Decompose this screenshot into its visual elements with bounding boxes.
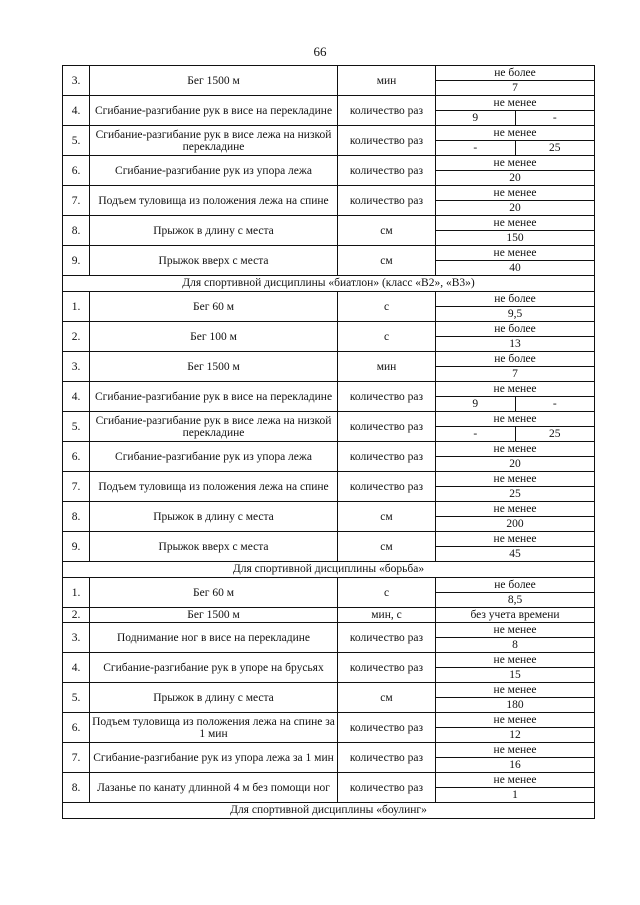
norm-value (436, 186, 595, 216)
norm-condition: не менее (436, 216, 594, 231)
norm-value-left: 9 (436, 111, 516, 125)
table-row (63, 713, 595, 743)
norm-value (436, 292, 595, 322)
exercise-name: Сгибание-разгибание рук в висе на перекладине (90, 382, 338, 412)
norm-condition: не более (436, 578, 594, 593)
norm-value (436, 216, 595, 246)
exercise-name: Сгибание-разгибание рук из упора лежа за 1 мин (90, 743, 338, 773)
norm-number: 8,5 (507, 594, 523, 606)
row-number: 3. (63, 623, 90, 653)
row-number: 2. (63, 322, 90, 352)
norm-number: 9,5 (507, 308, 523, 320)
unit: количество раз (338, 156, 436, 186)
norm-value (436, 156, 595, 186)
norm-value (436, 322, 595, 352)
norm-value (436, 246, 595, 276)
exercise-name: Поднимание ног в висе на перекладине (90, 623, 338, 653)
table-row (63, 246, 595, 276)
unit: см (338, 532, 436, 562)
unit: с (338, 292, 436, 322)
norm-condition: не более (436, 292, 594, 307)
table-row (63, 382, 595, 412)
norm-condition: не более (436, 352, 594, 367)
table-row (63, 216, 595, 246)
norm-condition: не менее (436, 743, 594, 758)
exercise-name: Лазанье по канату длинной 4 м без помощи ног (90, 773, 338, 803)
row-number: 3. (63, 66, 90, 96)
row-number: 6. (63, 442, 90, 472)
exercise-name: Сгибание-разгибание рук в висе лежа на низкой перекладине (90, 126, 338, 156)
table-row (63, 502, 595, 532)
exercise-name: Прыжок вверх с места (90, 532, 338, 562)
row-number: 1. (63, 292, 90, 322)
norm-condition: не более (436, 322, 594, 337)
norm-value (436, 502, 595, 532)
row-number: 5. (63, 126, 90, 156)
exercise-name: Бег 100 м (90, 322, 338, 352)
norm-number: 40 (509, 262, 521, 274)
row-number: 8. (63, 773, 90, 803)
norm-value (436, 578, 595, 608)
table-row (63, 472, 595, 502)
norm-number: 7 (512, 368, 518, 380)
row-number: 8. (63, 216, 90, 246)
exercise-name: Прыжок в длину с места (90, 502, 338, 532)
table-row (63, 743, 595, 773)
table-row (63, 773, 595, 803)
norm-value-left: - (436, 141, 516, 155)
table-row (63, 186, 595, 216)
norm-value (436, 96, 595, 126)
norm-number: 180 (506, 699, 524, 711)
norm-value-left: 9 (436, 397, 516, 411)
norm-condition: не менее (436, 246, 594, 261)
norm-value (436, 653, 595, 683)
table-row (63, 578, 595, 608)
table-row (63, 66, 595, 96)
norm-condition: не менее (436, 126, 594, 141)
row-number: 7. (63, 186, 90, 216)
exercise-name: Сгибание-разгибание рук в висе на перекладине (90, 96, 338, 126)
norm-condition: не менее (436, 502, 594, 517)
exercise-name: Бег 60 м (90, 292, 338, 322)
norm-value (436, 382, 595, 412)
row-number: 1. (63, 578, 90, 608)
unit: мин, с (338, 608, 436, 623)
exercise-name: Сгибание-разгибание рук в упоре на брусьях (90, 653, 338, 683)
norm-number: 20 (509, 458, 521, 470)
norm-number: 150 (506, 232, 524, 244)
norm-number: 1 (512, 789, 518, 801)
norm-value-right: 25 (549, 428, 561, 440)
norm-split-values (436, 397, 594, 411)
unit: количество раз (338, 653, 436, 683)
norm-condition: не менее (436, 653, 594, 668)
table-row (63, 442, 595, 472)
unit: количество раз (338, 412, 436, 442)
norm-number: 12 (509, 729, 521, 741)
norm-number: 200 (506, 518, 524, 530)
norm-condition: не более (436, 66, 594, 81)
section-row (63, 803, 595, 819)
exercise-name: Подъем туловища из положения лежа на спине за 1 мин (90, 713, 338, 743)
table-row (63, 653, 595, 683)
row-number: 4. (63, 382, 90, 412)
norm-number: 13 (509, 338, 521, 350)
exercise-name: Бег 1500 м (90, 608, 338, 623)
exercise-name: Бег 1500 м (90, 66, 338, 96)
exercise-name: Сгибание-разгибание рук из упора лежа (90, 156, 338, 186)
unit: см (338, 683, 436, 713)
norm-number: 20 (509, 172, 521, 184)
unit: см (338, 246, 436, 276)
norm-condition: не менее (436, 532, 594, 547)
norm-number: 8 (512, 639, 518, 651)
unit: см (338, 216, 436, 246)
row-number: 7. (63, 743, 90, 773)
row-number: 9. (63, 246, 90, 276)
exercise-name: Подъем туловища из положения лежа на спине (90, 472, 338, 502)
exercise-name: Бег 1500 м (90, 352, 338, 382)
exercise-name: Подъем туловища из положения лежа на спине (90, 186, 338, 216)
exercise-name: Сгибание-разгибание рук из упора лежа (90, 442, 338, 472)
exercise-name: Бег 60 м (90, 578, 338, 608)
section-row (63, 276, 595, 292)
table-row (63, 683, 595, 713)
norm-number: 25 (509, 488, 521, 500)
unit: количество раз (338, 713, 436, 743)
norm-condition: не менее (436, 683, 594, 698)
exercise-name: Прыжок вверх с места (90, 246, 338, 276)
norm-number: 20 (509, 202, 521, 214)
table-row (63, 292, 595, 322)
norm-value (436, 743, 595, 773)
unit: количество раз (338, 773, 436, 803)
row-number: 8. (63, 502, 90, 532)
page-number: 66 (313, 44, 327, 59)
norm-condition: не менее (436, 713, 594, 728)
section-title: Для спортивной дисциплины «борьба» (63, 562, 595, 578)
norm-value (436, 472, 595, 502)
table-row (63, 126, 595, 156)
norm-condition: не менее (436, 382, 594, 397)
table-row (63, 96, 595, 126)
row-number: 5. (63, 683, 90, 713)
norm-value (436, 623, 595, 653)
row-number: 5. (63, 412, 90, 442)
unit: мин (338, 66, 436, 96)
norm-value (436, 713, 595, 743)
row-number: 9. (63, 532, 90, 562)
unit: количество раз (338, 442, 436, 472)
exercise-name: Прыжок в длину с места (90, 683, 338, 713)
norm-value-right: 25 (549, 142, 561, 154)
norm-value (436, 352, 595, 382)
norm-condition: не менее (436, 156, 594, 171)
norm-condition: не менее (436, 623, 594, 638)
norm-condition: не менее (436, 442, 594, 457)
norm-number: 15 (509, 669, 521, 681)
table-row (63, 608, 595, 623)
norm-number: 45 (509, 548, 521, 560)
unit: количество раз (338, 472, 436, 502)
unit: количество раз (338, 96, 436, 126)
unit: количество раз (338, 186, 436, 216)
section-title: Для спортивной дисциплины «боулинг» (63, 803, 595, 819)
table-row (63, 623, 595, 653)
table-row (63, 322, 595, 352)
norm-value-right: - (552, 398, 557, 410)
norm-condition: не менее (436, 773, 594, 788)
norm-value (436, 442, 595, 472)
norms-table-body (63, 66, 595, 819)
table-row (63, 412, 595, 442)
norm-condition: не менее (436, 186, 594, 201)
unit: количество раз (338, 382, 436, 412)
norm-condition: не менее (436, 472, 594, 487)
norm-value (436, 773, 595, 803)
section-title: Для спортивной дисциплины «биатлон» (класс «В2», «В3») (63, 276, 595, 292)
unit: количество раз (338, 126, 436, 156)
row-number: 4. (63, 653, 90, 683)
row-number: 6. (63, 713, 90, 743)
norm-number: 16 (509, 759, 521, 771)
unit: см (338, 502, 436, 532)
norm-value (436, 412, 595, 442)
norm-number: 7 (512, 82, 518, 94)
norm-value: без учета времени (436, 608, 595, 623)
exercise-name: Прыжок в длину с места (90, 216, 338, 246)
norm-value-right: - (552, 112, 557, 124)
norm-condition: не менее (436, 96, 594, 111)
exercise-name: Сгибание-разгибание рук в висе лежа на низкой перекладине (90, 412, 338, 442)
row-number: 7. (63, 472, 90, 502)
unit: количество раз (338, 623, 436, 653)
norm-condition: не менее (436, 412, 594, 427)
unit: с (338, 578, 436, 608)
table-row (63, 532, 595, 562)
norm-value (436, 683, 595, 713)
unit: мин (338, 352, 436, 382)
section-row (63, 562, 595, 578)
norm-value (436, 126, 595, 156)
norm-value (436, 66, 595, 96)
row-number: 3. (63, 352, 90, 382)
norm-value (436, 532, 595, 562)
norms-table (62, 65, 595, 819)
table-row (63, 156, 595, 186)
row-number: 2. (63, 608, 90, 623)
row-number: 6. (63, 156, 90, 186)
unit: количество раз (338, 743, 436, 773)
unit: с (338, 322, 436, 352)
norm-split-values (436, 111, 594, 125)
norm-value-left: - (436, 427, 516, 441)
norm-split-values (436, 141, 594, 155)
norm-split-values (436, 427, 594, 441)
table-row (63, 352, 595, 382)
row-number: 4. (63, 96, 90, 126)
